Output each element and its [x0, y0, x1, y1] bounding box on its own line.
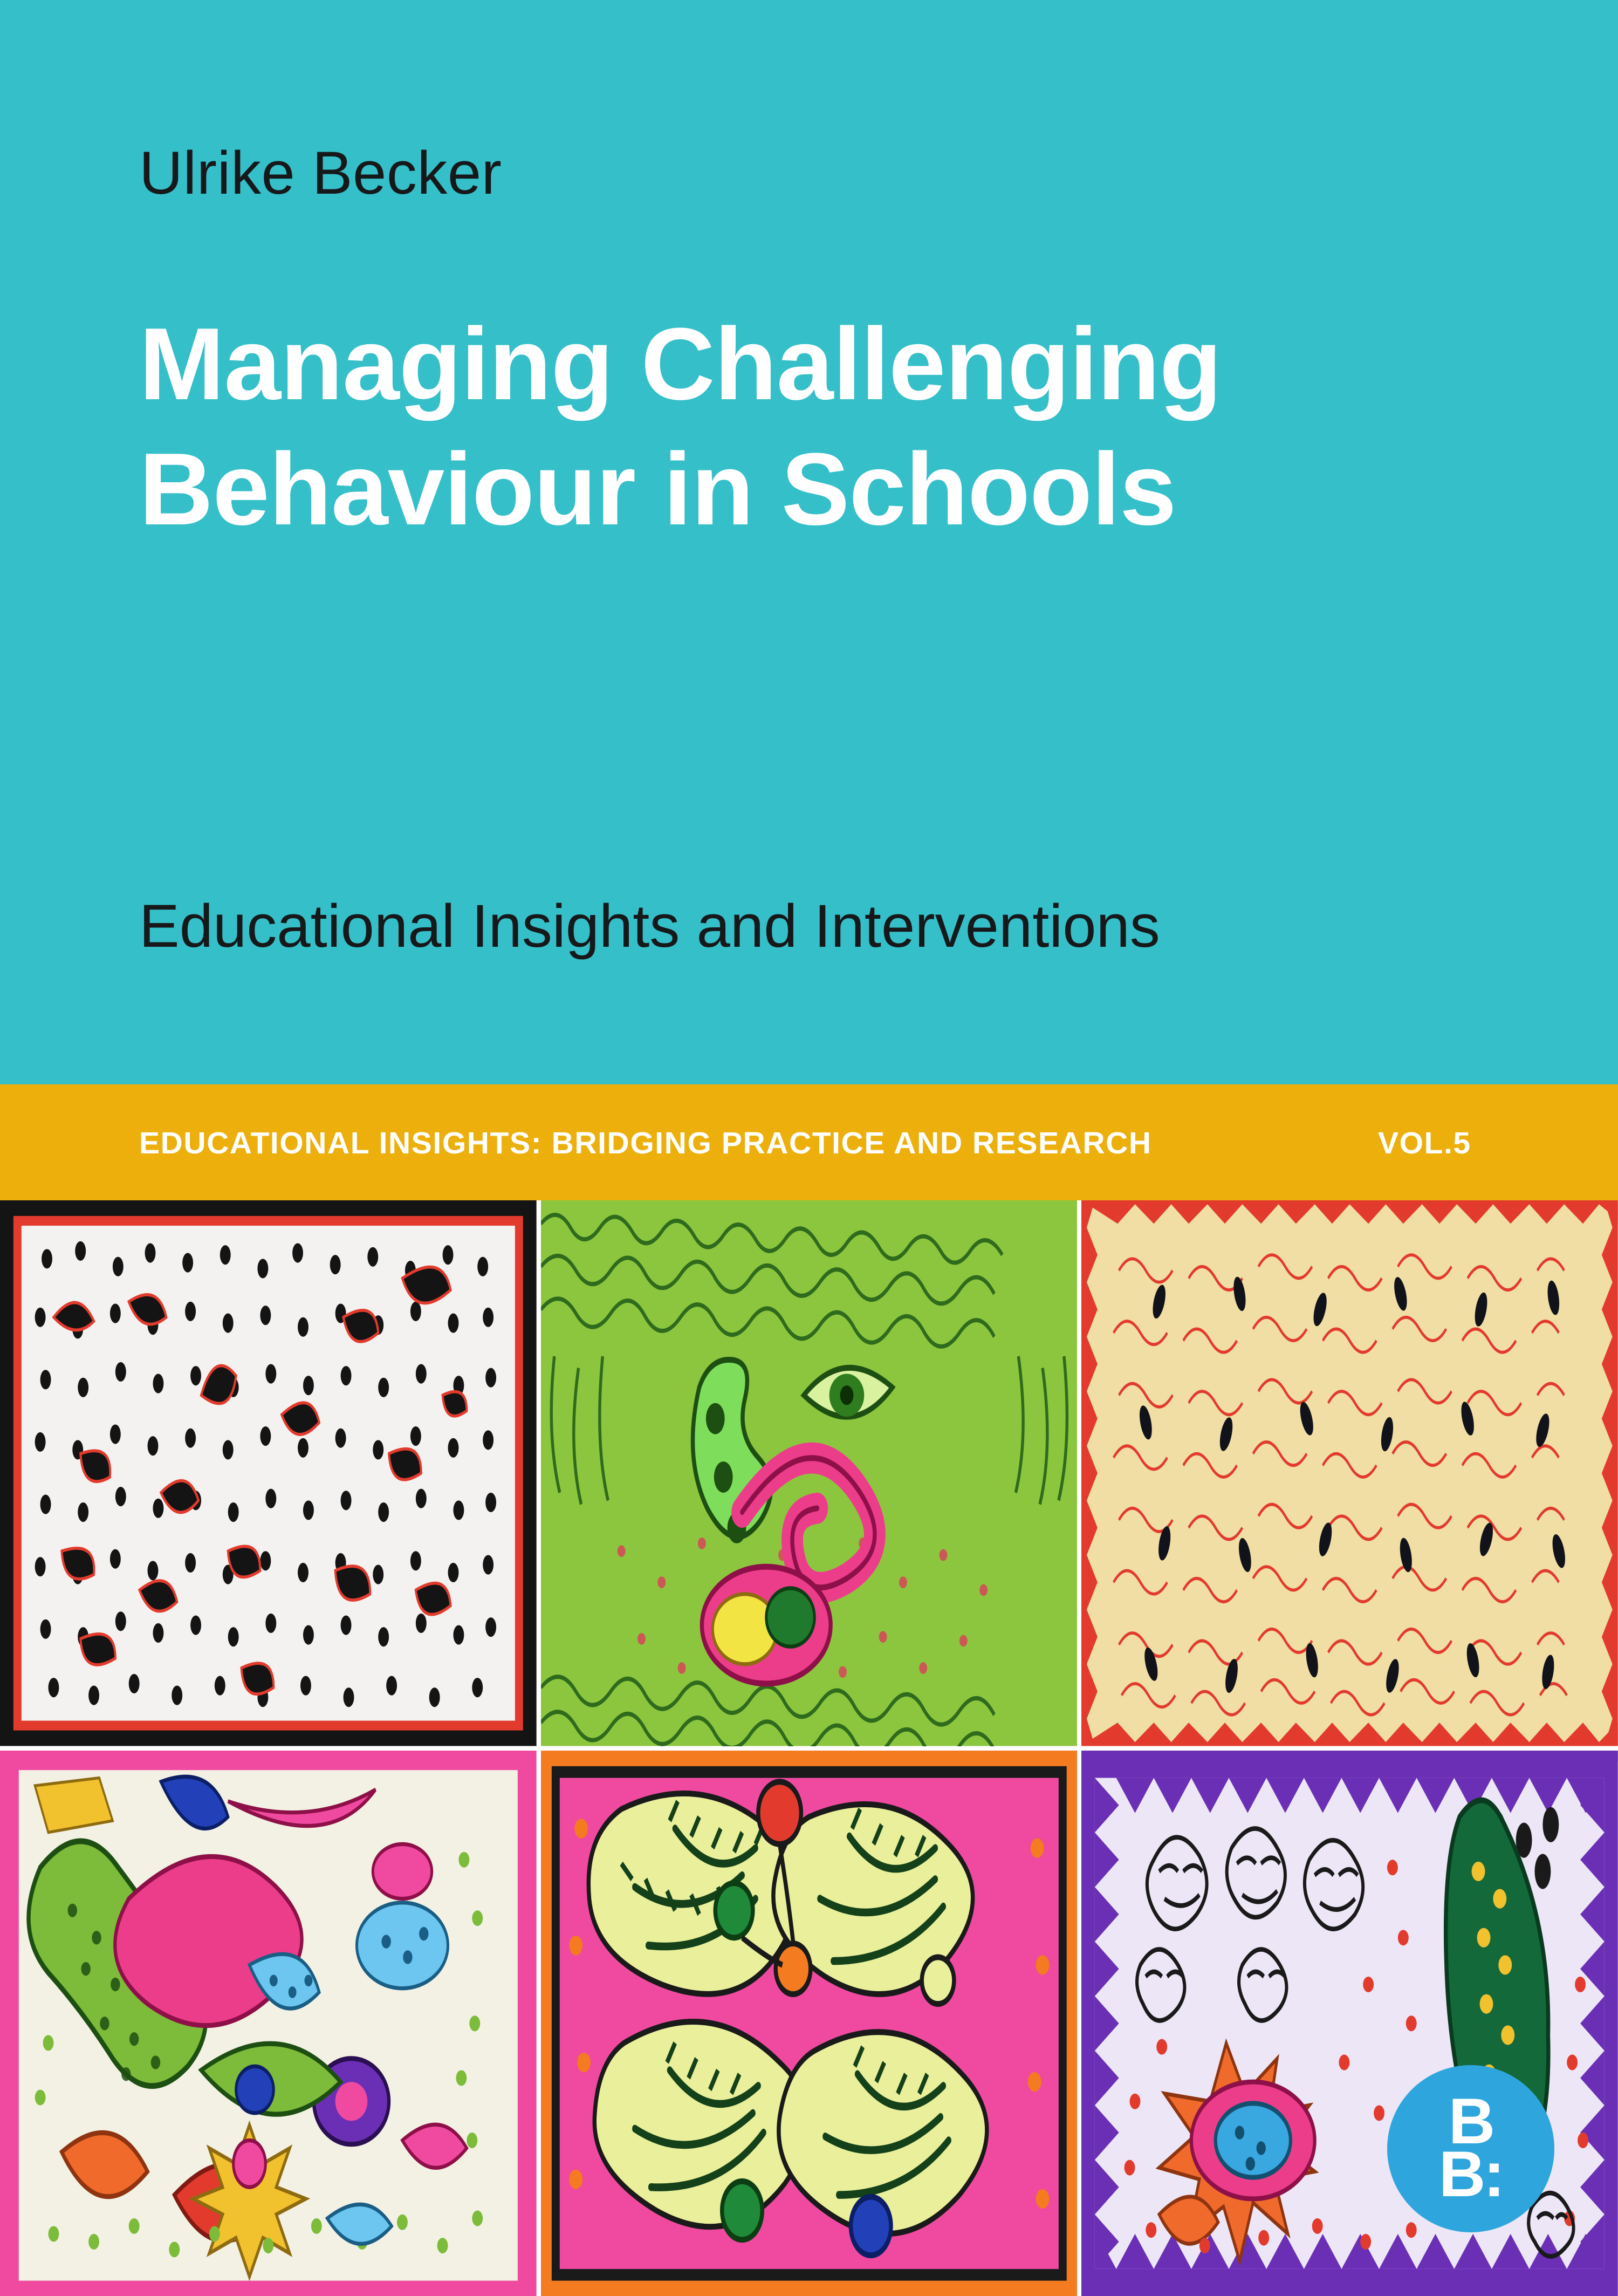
- series-name: EDUCATIONAL INSIGHTS: BRIDGING PRACTICE AND RESEARCH: [139, 1126, 1152, 1160]
- cover-subtitle: Educational Insights and Interventions: [139, 892, 1160, 960]
- artwork-orange-flowers: [541, 1751, 1078, 2296]
- cover-top-panel: [0, 0, 1618, 1084]
- publisher-logo-line-1: B: [1448, 2085, 1493, 2157]
- publisher-logo-line-2: B:: [1438, 2138, 1503, 2210]
- artwork-green-eye: [541, 1200, 1078, 1746]
- author-name: Ulrike Becker: [139, 139, 502, 207]
- artwork-purple-faces: [1081, 1751, 1618, 2296]
- artwork-dots-and-worms: [0, 1200, 537, 1746]
- page-title: Managing Challenging Behaviour in Schools: [139, 307, 1222, 546]
- artwork-cream-scribbles: [1081, 1200, 1618, 1746]
- series-band: [0, 1084, 1618, 1200]
- publisher-logo: [1387, 2065, 1554, 2232]
- artwork-grid: [0, 1200, 1618, 2296]
- artwork-pink-creatures: [0, 1751, 537, 2296]
- series-volume: VOL.5: [1378, 1126, 1471, 1160]
